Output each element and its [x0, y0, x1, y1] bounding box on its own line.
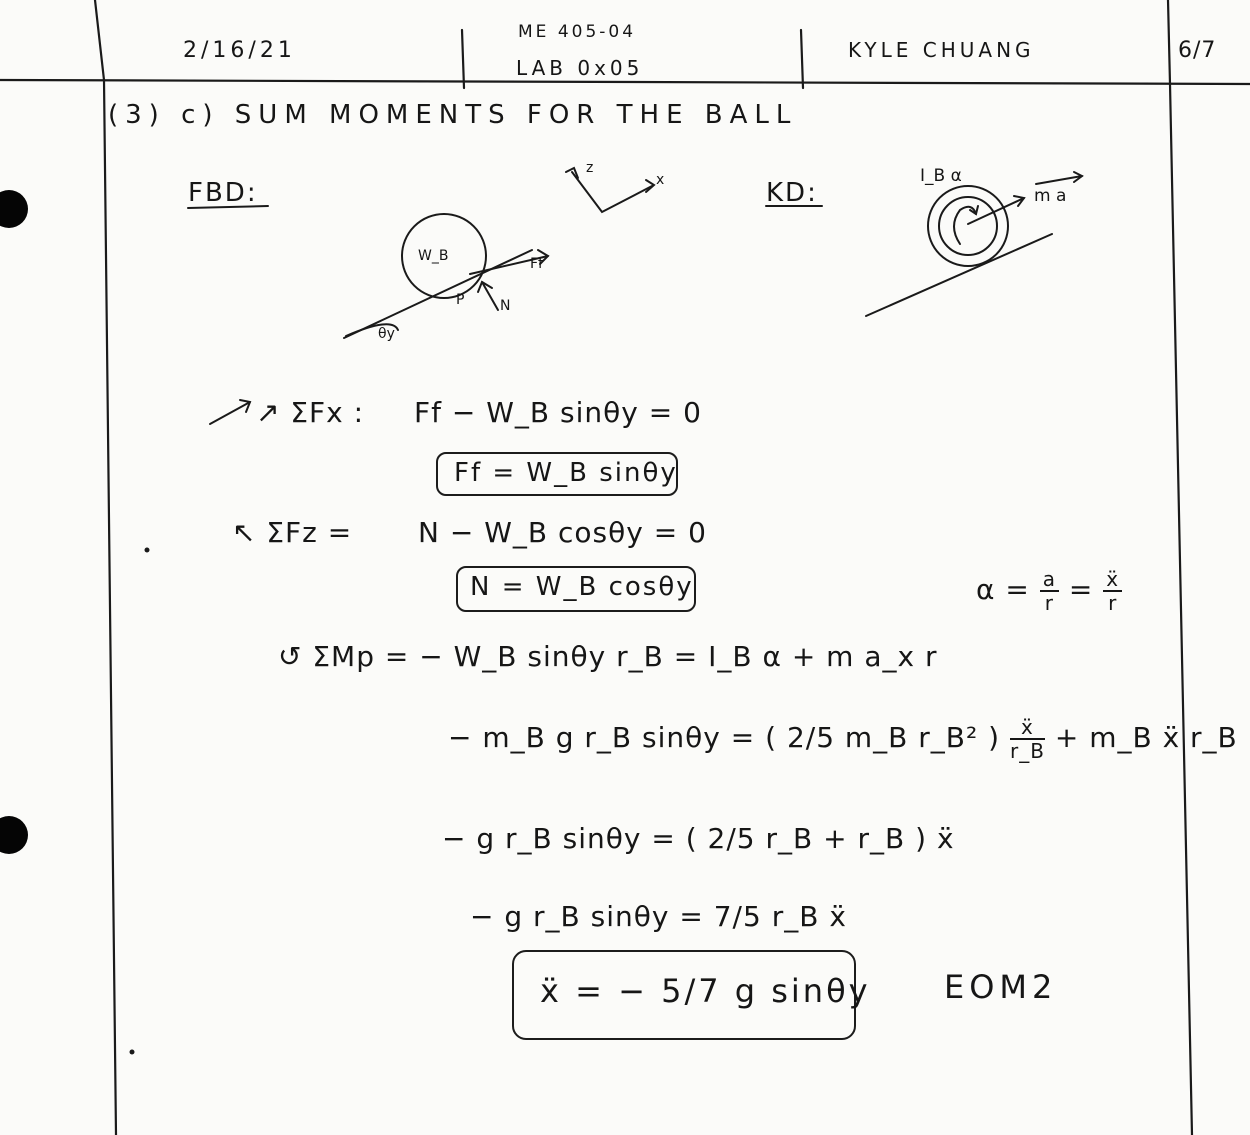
fbd-label: FBD:	[188, 178, 258, 208]
kd-moment-label: I_B α	[920, 166, 962, 186]
moment-line-2	[448, 716, 1238, 762]
header-divider-3	[1168, 0, 1170, 84]
alpha-lhs: α =	[976, 573, 1030, 606]
axes-sketch	[566, 168, 654, 212]
alpha-frac-den-2: r	[1108, 591, 1118, 615]
right-margin-rule	[1170, 84, 1192, 1135]
moment-equation: ↺ ΣMp = − W_B sinθy r_B = I_B α + m a_x r	[278, 640, 938, 673]
fbd-normal-label: N	[500, 298, 511, 314]
alpha-frac-den-1: r	[1044, 591, 1054, 615]
fbd-friction-label: Ff	[530, 256, 543, 272]
left-margin-rule	[104, 80, 116, 1135]
moment-line-2-frac	[1010, 716, 1045, 762]
header-page-number: 6/7	[1178, 38, 1217, 63]
fbd-angle-label: θy	[378, 326, 395, 342]
moment-line-3: − g r_B sinθy = ( 2/5 r_B + r_B ) ẍ	[442, 822, 955, 855]
sum-fz-label: ↖ ΣFz =	[232, 516, 353, 549]
moment-line-4: − g r_B sinθy = 7/5 r_B ẍ	[470, 900, 847, 933]
fbd-weight-label: W_B	[418, 248, 449, 264]
kd-incline	[866, 234, 1052, 316]
final-tag: EOM2	[944, 968, 1058, 1006]
ff-result: Ff = W_B sinθy	[454, 458, 678, 488]
alpha-frac-xdd-over-r	[1103, 568, 1122, 614]
pencil-dot	[145, 548, 150, 553]
kd-ball-inner	[939, 197, 997, 255]
alpha-relation: α = $\frac{a}{r}$ = $\frac{\text{ẍ}}{r}$	[976, 568, 1122, 614]
alpha-frac-num-2: ẍ	[1103, 568, 1122, 592]
header-rule	[0, 80, 1250, 84]
sum-fx-equation: Ff − W_B sinθy = 0	[414, 396, 702, 429]
kd-label: KD:	[766, 178, 818, 208]
kd-force-label: m a	[1034, 186, 1067, 206]
axis-z-label: z	[586, 160, 594, 176]
final-equation: ẍ = − 5/7 g sinθy	[540, 972, 871, 1010]
fbd-point-label: P	[456, 292, 465, 308]
header-name: KYLE CHUANG	[848, 38, 1035, 62]
header-lab: LAB 0x05	[516, 56, 644, 80]
pencil-dot	[130, 1050, 135, 1055]
fx-direction-arrow	[210, 402, 250, 424]
alpha-frac-a-over-r	[1040, 568, 1059, 614]
header-course: ME 405-04	[518, 22, 637, 42]
header-divider-1	[462, 30, 464, 88]
fbd-diagram	[344, 214, 548, 338]
sum-fx-label: ↗ ΣFx :	[256, 396, 365, 429]
header-divider-2	[801, 30, 803, 88]
section-title: (3) c) SUM MOMENTS FOR THE BALL	[108, 100, 798, 130]
header-date: 2/16/21	[183, 38, 296, 63]
axis-x-label: x	[656, 172, 665, 188]
header-left-edge	[95, 0, 104, 80]
n-result: N = W_B cosθy	[470, 572, 694, 602]
moment-line-2-lhs: − m_B g r_B sinθy = ( 2/5 m_B r_B² )	[448, 721, 1001, 754]
moment-line-2-frac-den: r_B	[1009, 739, 1045, 763]
moment-line-2-frac-num: ẍ	[1010, 716, 1045, 740]
alpha-frac-num-1: a	[1040, 568, 1059, 592]
moment-line-2-rhs: + m_B ẍ r_B	[1054, 721, 1238, 754]
sum-fz-equation: N − W_B cosθy = 0	[418, 516, 707, 549]
